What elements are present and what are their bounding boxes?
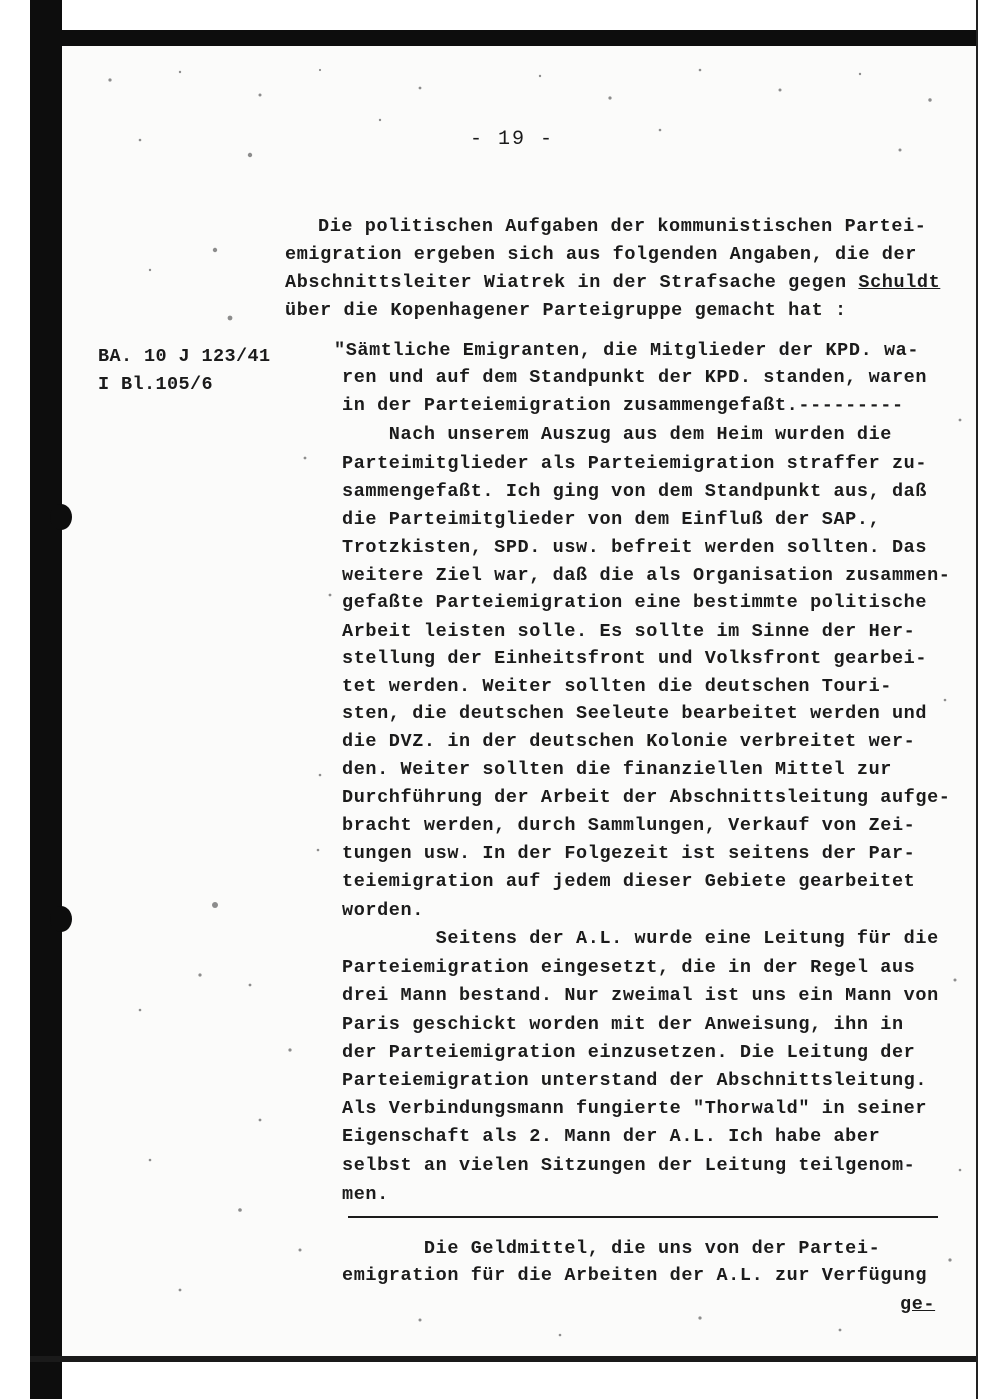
quote-line-20: teiemigration auf jedem dieser Gebiete gearbeitet (342, 871, 916, 892)
quote-line-23: Parteiemigration eingesetzt, die in der Regel aus (342, 957, 916, 978)
intro-line-2: emigration ergeben sich aus folgenden Angaben, die der (285, 244, 917, 265)
quote-line-4: Nach unserem Auszug aus dem Heim wurden die (342, 424, 892, 445)
quote-line-9: weitere Ziel war, daß die als Organisation zusammen- (342, 565, 951, 586)
quote-line-22: Seitens der A.L. wurde eine Leitung für die (342, 928, 939, 949)
quote-line-1: "Sämtliche Emigranten, die Mitglieder der KPD. wa- (334, 340, 920, 361)
scan-border-right (976, 0, 992, 1399)
underlined-name: Schuldt (858, 272, 941, 293)
punch-hole-upper (50, 504, 72, 530)
quote-line-5: Parteimitglieder als Parteiemigration straffer zu- (342, 453, 928, 474)
quote-line-27: Parteiemigration unterstand der Abschnittsleitung. (342, 1070, 928, 1091)
quote-line-8: Trotzkisten, SPD. usw. befreit werden sollten. Das (342, 537, 928, 558)
quote-line-11: Arbeit leisten solle. Es sollte im Sinne der Her- (342, 621, 916, 642)
scan-border-bottom (30, 1356, 980, 1362)
quote-line-28: Als Verbindungsmann fungierte "Thorwald" in seiner (342, 1098, 928, 1119)
scan-border-top (30, 30, 980, 46)
punch-hole-lower (50, 906, 72, 932)
margin-reference-line-1: BA. 10 J 123/41 (98, 346, 271, 367)
quote-line-3: in der Parteiemigration zusammengefaßt.--------- (342, 395, 904, 416)
quote-line-16: den. Weiter sollten die finanziellen Mittel zur (342, 759, 892, 780)
quote-line-31: men. (342, 1184, 389, 1205)
quote-line-30: selbst an vielen Sitzungen der Leitung teilgenom- (342, 1155, 916, 1176)
margin-reference-line-2: I Bl.105/6 (98, 374, 214, 395)
closing-line-2: emigration für die Arbeiten der A.L. zur Verfügung (342, 1265, 928, 1286)
intro-line-3-text: Abschnittsleiter Wiatrek in der Strafsache gegen (285, 272, 859, 293)
quote-line-14: sten, die deutschen Seeleute bearbeitet werden und (342, 703, 928, 724)
page-number: - 19 - (470, 128, 555, 151)
quote-line-24: drei Mann bestand. Nur zweimal ist uns ein Mann von (342, 985, 939, 1006)
quote-line-19: tungen usw. In der Folgezeit ist seitens der Par- (342, 843, 916, 864)
closing-line-3: ge- (900, 1294, 936, 1315)
intro-line-1: Die politischen Aufgaben der kommunistischen Partei- (318, 216, 927, 237)
intro-line-4: über die Kopenhagener Parteigruppe gemacht hat : (285, 300, 847, 321)
intro-line-3 (285, 272, 940, 293)
closing-line-1: Die Geldmittel, die uns von der Partei- (342, 1238, 881, 1259)
quote-line-21: worden. (342, 900, 424, 921)
quote-line-7: die Parteimitglieder von dem Einfluß der SAP., (342, 509, 881, 530)
quote-line-10: gefaßte Parteiemigration eine bestimmte politische (342, 592, 928, 613)
quote-line-13: tet werden. Weiter sollten die deutschen Touri- (342, 676, 892, 697)
quote-line-15: die DVZ. in der deutschen Kolonie verbreitet wer- (342, 731, 916, 752)
quote-line-29: Eigenschaft als 2. Mann der A.L. Ich habe aber (342, 1126, 881, 1147)
section-divider (348, 1216, 938, 1218)
quote-line-25: Paris geschickt worden mit der Anweisung, ihn in (342, 1014, 904, 1035)
quote-line-6: sammengefaßt. Ich ging von dem Standpunkt aus, daß (342, 481, 928, 502)
quote-line-18: bracht werden, durch Sammlungen, Verkauf von Zei- (342, 815, 916, 836)
quote-line-17: Durchführung der Arbeit der Abschnittsleitung aufge- (342, 787, 951, 808)
quote-line-26: der Parteiemigration einzusetzen. Die Leitung der (342, 1042, 916, 1063)
quote-line-2: ren und auf dem Standpunkt der KPD. standen, waren (342, 367, 928, 388)
quote-line-12: stellung der Einheitsfront und Volksfront gearbei- (342, 648, 928, 669)
scan-border-left (30, 0, 62, 1399)
